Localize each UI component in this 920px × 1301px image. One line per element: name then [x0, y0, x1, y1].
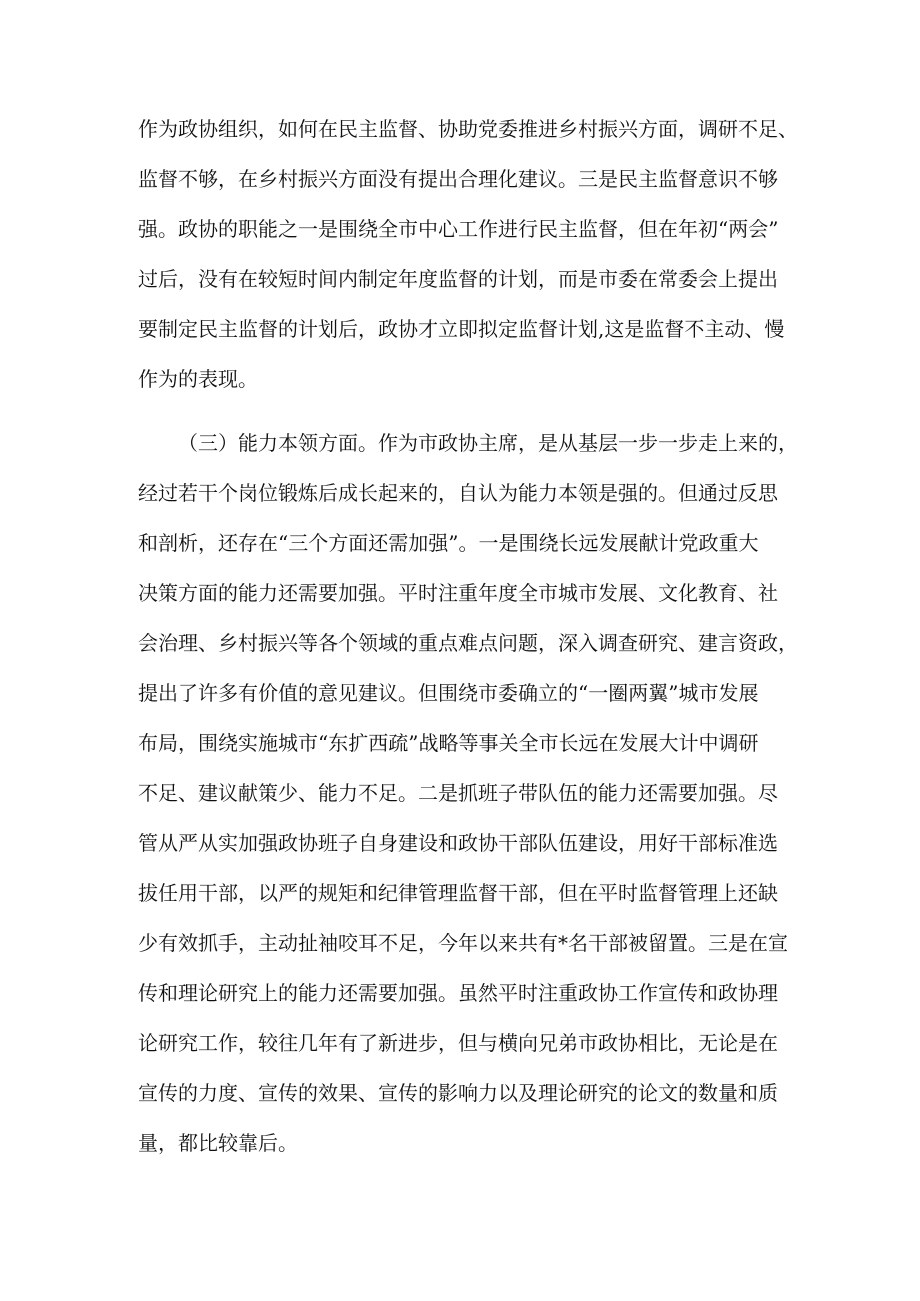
- paragraph-line: 决策方面的能力还需要加强。平时注重年度全市城市发展、文化教育、社: [138, 581, 778, 605]
- paragraph-line: 传和理论研究上的能力还需要加强。虽然平时注重政协工作宣传和政协理: [138, 981, 778, 1005]
- paragraph-line: 过后，没有在较短时间内制定年度监督的计划，而是市委在常委会上提出: [138, 267, 778, 291]
- paragraph-line: 监督不够，在乡村振兴方面没有提出合理化建议。三是民主监督意识不够: [138, 167, 778, 191]
- paragraph-line: 要制定民主监督的计划后，政协才立即拟定监督计划,这是监督不主动、慢: [138, 317, 785, 341]
- paragraph-line: 作为的表现。: [138, 367, 258, 391]
- paragraph-line: 提出了许多有价值的意见建议。但围绕市委确立的“一圈两翼”城市发展: [138, 681, 759, 705]
- paragraph-first-line: （三）能力本领方面。作为市政协主席，是从基层一步一步走上来的，: [178, 431, 798, 455]
- paragraph-line: 管从严从实加强政协班子自身建设和政协干部队伍建设，用好干部标准选: [138, 831, 778, 855]
- paragraph-line: 会治理、乡村振兴等各个领域的重点难点问题，深入调查研究、建言资政，: [138, 631, 798, 655]
- paragraph-line: 作为政协组织，如何在民主监督、协助党委推进乡村振兴方面，调研不足、: [138, 117, 798, 141]
- paragraph-line: 经过若干个岗位锻炼后成长起来的，自认为能力本领是强的。但通过反思: [138, 481, 778, 505]
- paragraph-line: 拔任用干部，以严的规矩和纪律管理监督干部，但在平时监督管理上还缺: [138, 881, 778, 905]
- paragraph-line: 布局，围绕实施城市“东扩西疏”战略等事关全市长远在发展大计中调研: [138, 731, 759, 755]
- paragraph-line: 宣传的力度、宣传的效果、宣传的影响力以及理论研究的论文的数量和质: [138, 1081, 778, 1105]
- paragraph-line: 量，都比较靠后。: [138, 1131, 298, 1155]
- paragraph-line: 论研究工作，较往几年有了新进步，但与横向兄弟市政协相比，无论是在: [138, 1031, 778, 1055]
- paragraph-line: 和剖析，还存在“三个方面还需加强”。一是围绕长远发展献计党政重大: [138, 531, 759, 555]
- paragraph-line: 强。政协的职能之一是围绕全市中心工作进行民主监督，但在年初“两会”: [138, 217, 779, 241]
- paragraph-line: 少有效抓手，主动扯袖咬耳不足，今年以来共有*名干部被留置。三是在宣: [138, 931, 788, 955]
- paragraph-line: 不足、建议献策少、能力不足。二是抓班子带队伍的能力还需要加强。尽: [138, 781, 778, 805]
